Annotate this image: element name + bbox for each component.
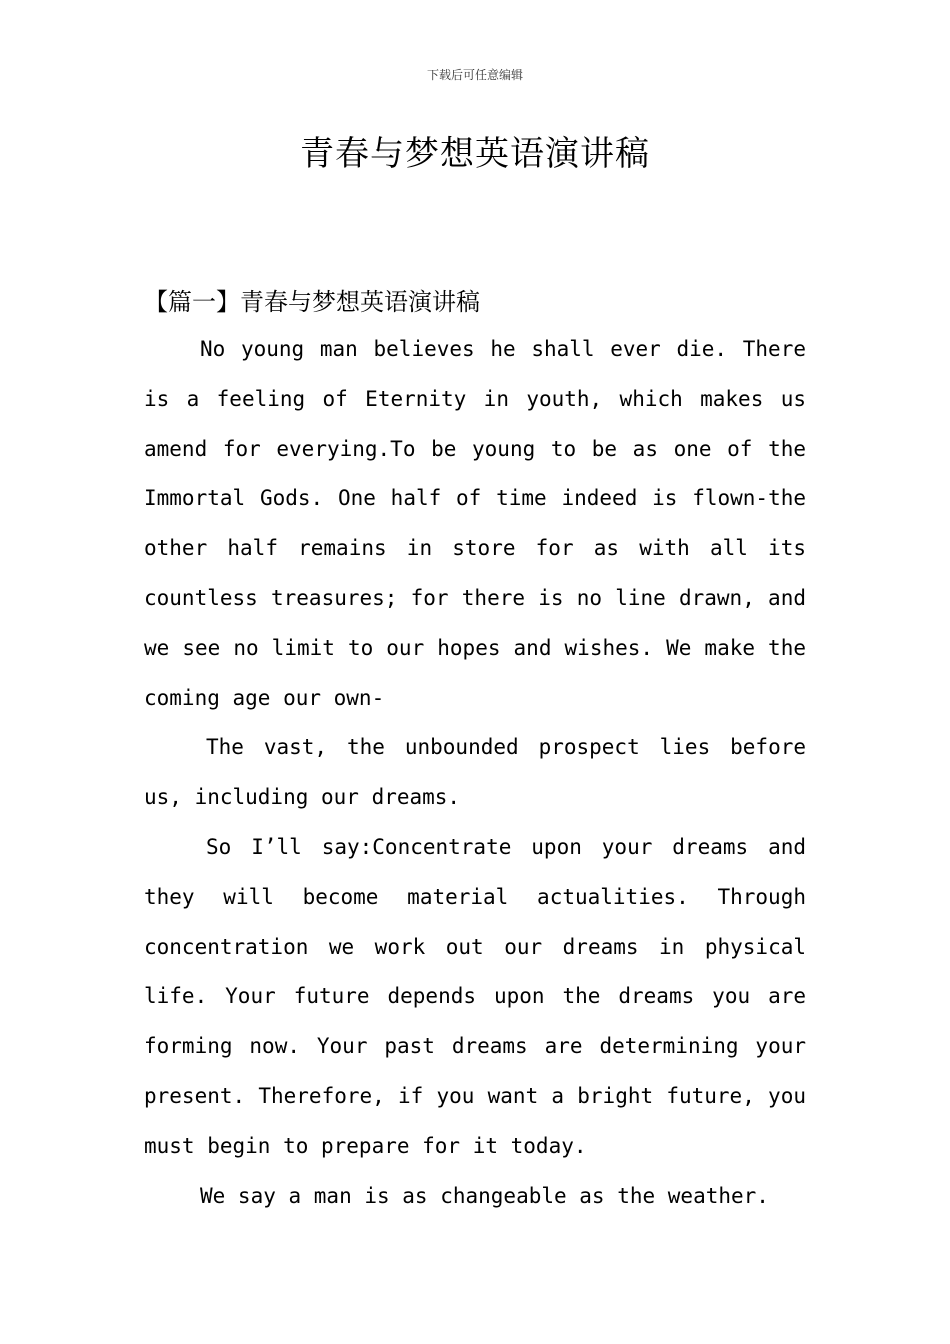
document-title: 青春与梦想英语演讲稿 bbox=[300, 134, 650, 174]
paragraph: So I’ll say:Concentrate upon your dreams and they will become material actualities. Through concentration we work out our dreams in physical life. Your future depends upon the dreams you are forming now. Your past dreams are determining your present. Therefore, if you want a bright future, you must begin to prepare for it today. bbox=[144, 834, 806, 1158]
paragraph: We say a man is as changeable as the weather. bbox=[200, 1183, 769, 1208]
paragraph: The vast, the unbounded prospect lies before us, including our dreams. bbox=[144, 735, 806, 810]
paragraph: No young man believes he shall ever die. There is a feeling of Eternity in youth, which makes us amend for everying.To be young to be as one of the Immortal Gods. One half of time indeed is flown-the other half remains in store for as with all its countless treasures; for there is no line drawn, and we see no limit to our hopes and wishes. We make the coming age our own- bbox=[144, 337, 806, 710]
document-body bbox=[144, 325, 806, 1221]
header-note: 下载后可任意编辑 bbox=[426, 68, 523, 82]
section-heading: 【篇一】青春与梦想英语演讲稿 bbox=[144, 288, 480, 316]
